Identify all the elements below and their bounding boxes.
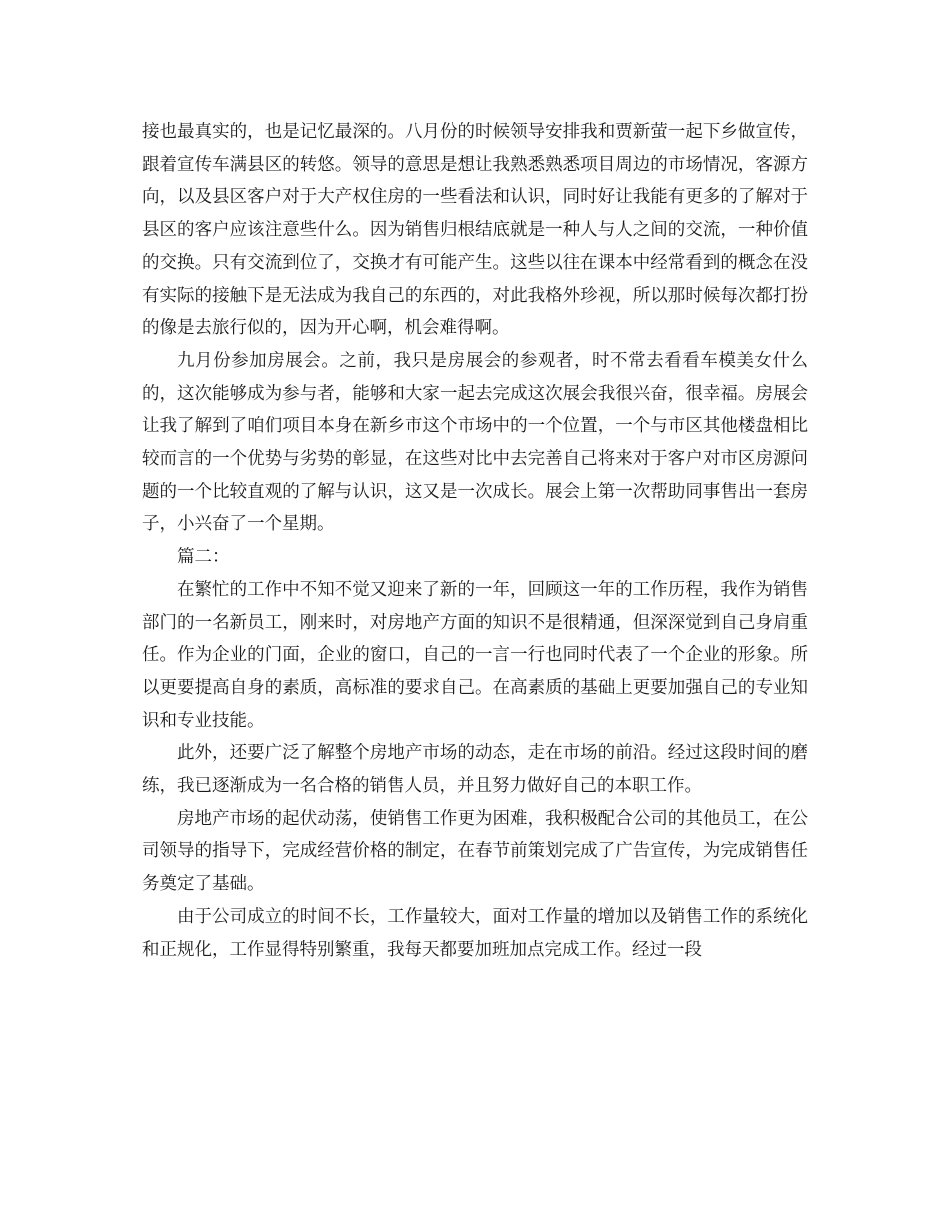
- paragraph-5: 房地产市场的起伏动荡，使销售工作更为困难，我积极配合公司的其他员工，在公司领导的指导下，完成经营价格的制定，在春节前策划完成了广告宣传，为完成销售任务奠定了基础。: [142, 808, 808, 895]
- paragraph-3: 在繁忙的工作中不知不觉又迎来了新的一年，回顾这一年的工作历程，我作为销售部门的一名新员工，刚来时，对房地产方面的知识不是很精通，但深深觉到自己身肩重任。作为企业的门面，企业的窗口，自己的一言一行也同时代表了一个企业的形象。所以更要提高自身的素质，高标准的要求自己。在高素质的基础上更要加强自己的专业知识和专业技能。: [142, 579, 808, 731]
- paragraph-1: 接也最真实的，也是记忆最深的。八月份的时候领导安排我和贾新萤一起下乡做宣传，跟着宣传车满县区的转悠。领导的意思是想让我熟悉熟悉项目周边的市场情况，客源方向，以及县区客户对于大产权住房的一些看法和认识，同时好让我能有更多的了解对于县区的客户应该注意些什么。因为销售归根结底就是一种人与人之间的交流，一种价值的交换。只有交流到位了，交换才有可能产生。这些以往在课本中经常看到的概念在没有实际的接触下是无法成为我自己的东西的，对此我格外珍视，所以那时候每次都打扮的像是去旅行似的，因为开心啊，机会难得啊。: [142, 122, 808, 339]
- paragraph-6: 由于公司成立的时间不长，工作量较大，面对工作量的增加以及销售工作的系统化和正规化，工作显得特别繁重，我每天都要加班加点完成工作。经过一段: [142, 906, 808, 960]
- paragraph-2: 九月份参加房展会。之前，我只是房展会的参观者，时不常去看看车模美女什么的，这次能够成为参与者，能够和大家一起去完成这次展会我很兴奋，很幸福。房展会让我了解到了咱们项目本身在新乡市这个市场中的一个位置，一个与市区其他楼盘相比较而言的一个优势与劣势的彰显，在这些对比中去完善自己将来对于客户对市区房源问题的一个比较直观的了解与认识，这又是一次成长。展会上第一次帮助同事售出一套房子，小兴奋了一个星期。: [142, 350, 808, 535]
- section-heading-part-two: 篇二：: [177, 547, 230, 568]
- paragraph-4: 此外，还要广泛了解整个房地产市场的动态，走在市场的前沿。经过这段时间的磨练，我已逐渐成为一名合格的销售人员，并且努力做好自己的本职工作。: [142, 743, 808, 797]
- document-body: [142, 116, 808, 966]
